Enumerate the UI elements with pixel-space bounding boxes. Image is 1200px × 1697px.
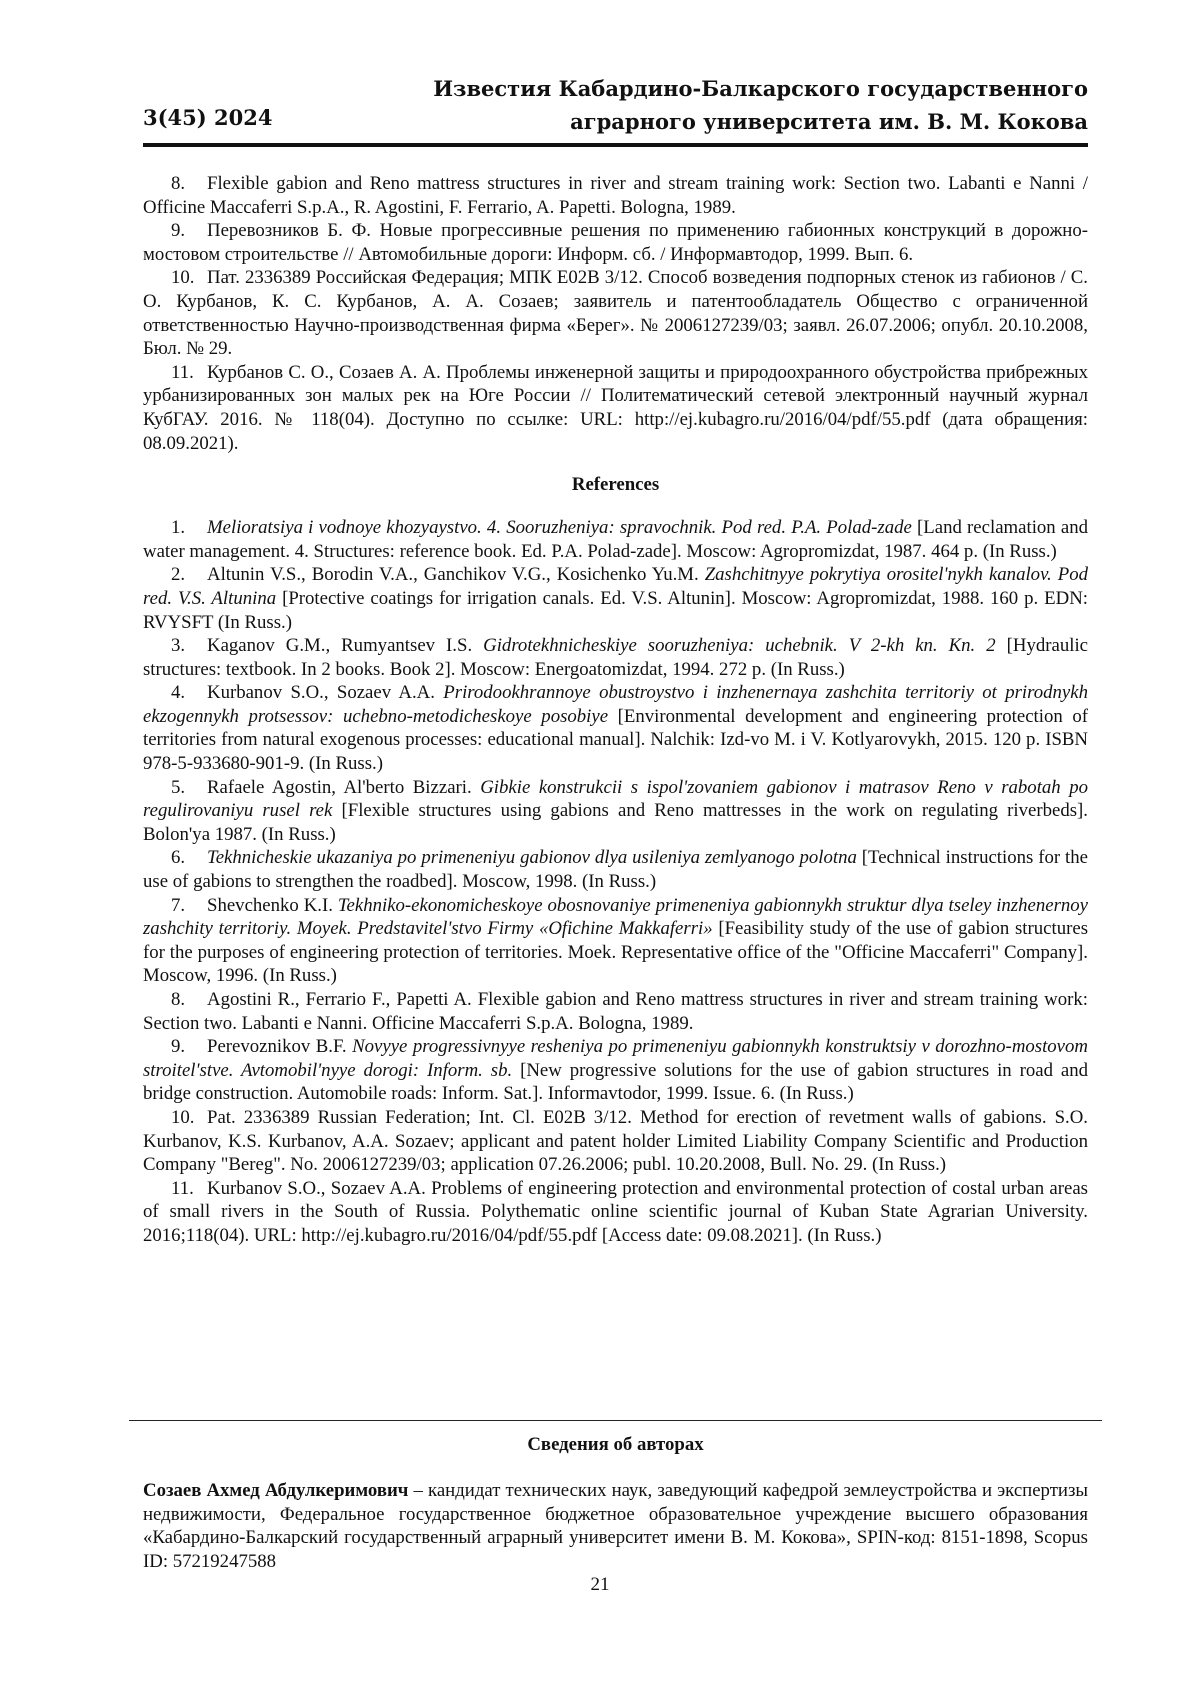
en-reference-4: 4. Kurbanov S.O., Sozaev A.A. Prirodookhrannoye obustroystvo i inzhenernaya zashchita territoriy ot prirodnykh ekzogennykh protsessov: uchebno-metodicheskoye posobiye [Environmental development and engineering protection of territories from natural exogenous processes: educational manual]. Nalchik: Izd-vo M. i V. Kotlyarovykh, 2015. 120 p. ISBN 978-5-933680-901-9. (In Russ.) bbox=[143, 682, 1088, 775]
en-reference-6: 6. Tekhnicheskie ukazaniya po primeneniyu gabionov dlya usileniya zemlyanogo polotna [Technical instructions for the use of gabions to strengthen the roadbed]. Moscow, 1998. (In Russ.) bbox=[143, 847, 1088, 893]
author-bio: – кандидат технических наук, заведующий кафедрой землеустройства и экспертизы недвижимости, Федеральное государственное бюджетное образовательное учреждение высшего образования «Кабардино-Балкарский государственный аграрный университет имени В. М. Кокова», SPIN-код: 8151-1898, Scopus ID: 57219247588 bbox=[143, 1480, 1088, 1572]
author-name: Созаев Ахмед Абдулкеримович bbox=[143, 1480, 409, 1501]
en-reference-7: 7. Shevchenko K.I. Tekhniko-ekonomicheskoye obosnovaniye primeneniya gabionnykh struktur dlya tseley inzhenernoy zashchity territoriy. Moyek. Predstavitel'stvo Firmy «Ofichine Makkaferri» [Feasibility study of the use of gabion structures for the purposes of engineering protection of territories. Moek. Representative office of the "Officine Maccaferri" Company]. Moscow, 1996. (In Russ.) bbox=[143, 894, 1089, 987]
references-heading: References bbox=[571, 474, 660, 496]
en-reference-1: 1. Melioratsiya i vodnoye khozyaystvo. 4. Sooruzheniya: spravochnik. Pod red. P.A. Polad-zade [Land reclamation and water management. 4. Structures: reference book. Ed. P.A. Polad-zade]. Moscow: Agropromizdat, 1987. 464 p. (In Russ.) bbox=[143, 517, 1088, 562]
page-number: 21 bbox=[590, 1574, 610, 1595]
journal-title-line-1: Известия Кабардино-Балкарского государственного bbox=[433, 76, 1088, 101]
running-header bbox=[143, 64, 1088, 142]
article-body bbox=[143, 172, 1088, 1248]
ru-reference-11: 11. Курбанов С. О., Созаев А. А. Проблемы инженерной защиты и природоохранного обустройства прибрежных урбанизированных зон малых рек на Юге России // Политематический сетевой электронный научный журнал КубГАУ. 2016. № 118(04). Доступно по ссылке: URL: http://ej.kubagro.ru/2016/04/pdf/55.pdf (дата обращения: 08.09.2021). bbox=[143, 361, 1088, 454]
journal-title-line-2: аграрного университета им. В. М. Кокова bbox=[570, 109, 1088, 134]
ru-reference-10: 10. Пат. 2336389 Российская Федерация; МПК E02B 3/12. Способ возведения подпорных стенок из габионов / С. О. Курбанов, К. С. Курбанов, А. А. Созаев; заявитель и патентообладатель Общество с ограниченной ответственностью Научно-производственная фирма «Берег». № 2006127239/03; заявл. 26.07.2006; опубл. 20.10.2008, Бюл. № 29. bbox=[143, 267, 1088, 360]
issue-number: 3(45) 2024 bbox=[143, 105, 273, 130]
en-reference-11: 11. Kurbanov S.O., Sozaev A.A. Problems of engineering protection and environmental protection of costal urban areas of small rivers in the South of Russia. Polythematic online scientific journal of Kuban State Agrarian University. 2016;118(04). URL: http://ej.kubagro.ru/2016/04/pdf/55.pdf [Access date: 09.08.2021]. (In Russ.) bbox=[143, 1177, 1088, 1246]
en-reference-10: 10. Pat. 2336389 Russian Federation; Int. Cl. E02B 3/12. Method for erection of revetment walls of gabions. S.O. Kurbanov, K.S. Kurbanov, A.A. Sozaev; applicant and patent holder Limited Liability Company Scientific and Production Company "Bereg". No. 2006127239/03; application 07.26.2006; publ. 10.20.2008, Bull. No. 29. (In Russ.) bbox=[143, 1106, 1088, 1176]
en-reference-8: 8. Agostini R., Ferrario F., Papetti A. Flexible gabion and Reno mattress structures in river and stream training work: Section two. Labanti e Nanni. Officine Maccaferri S.p.A. Bologna, 1989. bbox=[143, 989, 1088, 1034]
header-rule bbox=[143, 143, 1088, 147]
russian-reference-list bbox=[143, 172, 1088, 455]
authors-heading: Сведения об авторах bbox=[527, 1434, 704, 1455]
en-reference-2: 2. Altunin V.S., Borodin V.A., Ganchikov V.G., Kosichenko Yu.M. Zashchitnyye pokrytiya orositel'nykh kanalov. Pod red. V.S. Altunina [Protective coatings for irrigation canals. Ed. V.S. Altunin]. Moscow: Agropromizdat, 1988. 160 p. EDN: RVYSFT (In Russ.) bbox=[143, 564, 1088, 633]
en-reference-5: 5. Rafaele Agostin, Al'berto Bizzari. Gibkie konstrukcii s ispol'zovaniem gabionov i matrasov Reno v rabotah po regulirovaniyu rusel rek [Flexible structures using gabions and Reno mattresses in the work on regulating riverbeds]. Bolon'ya 1987. (In Russ.) bbox=[143, 776, 1089, 845]
ru-reference-8: 8. Flexible gabion and Reno mattress structures in river and stream training work: Section two. Labanti e Nanni / Officine Maccaferri S.p.A., R. Agostini, F. Ferrario, A. Papetti. Bologna, 1989. bbox=[143, 173, 1088, 218]
author-info bbox=[143, 1433, 1088, 1573]
section-divider bbox=[129, 1420, 1102, 1421]
author-entry bbox=[143, 1479, 1088, 1573]
ru-reference-9: 9. Перевозников Б. Ф. Новые прогрессивные решения по применению габионных конструкций в дорожно-мостовом строительстве // Автомобильные дороги: Информ. сб. / Информавтодор, 1999. Вып. 6. bbox=[143, 220, 1088, 265]
en-reference-3: 3. Kaganov G.M., Rumyantsev I.S. Gidrotekhnicheskiye sooruzheniya: uchebnik. V 2-kh kn. Kn. 2 [Hydraulic structures: textbook. In 2 books. Book 2]. Moscow: Energoatomizdat, 1994. 272 p. (In Russ.) bbox=[143, 635, 1088, 680]
english-reference-list bbox=[143, 516, 1088, 1247]
journal-title bbox=[433, 72, 1088, 138]
en-reference-9: 9. Perevoznikov B.F. Novyye progressivnyye resheniya po primeneniyu gabionnykh konstruktsiy v dorozhno-mostovom stroitel'stve. Avtomobil'nyye dorogi: Inform. sb. [New progressive solutions for the use of gabion structures in road and bridge construction. Automobile roads: Inform. Sat.]. Informavtodor, 1999. Issue. 6. (In Russ.) bbox=[143, 1036, 1089, 1105]
